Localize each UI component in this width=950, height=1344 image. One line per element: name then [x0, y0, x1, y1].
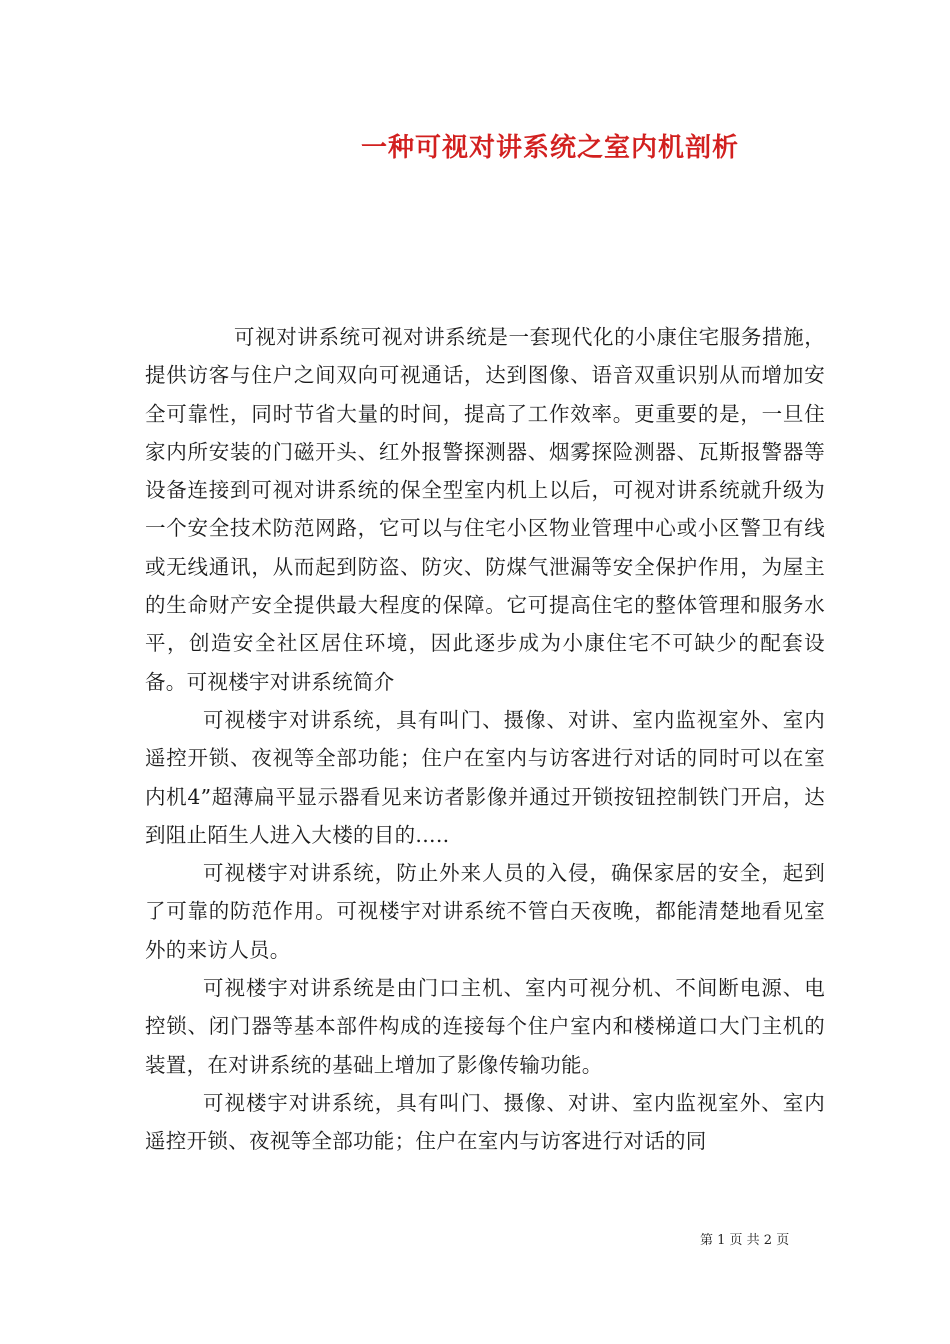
document-body [145, 318, 825, 1161]
paragraph-intro: 可视对讲系统可视对讲系统是一套现代化的小康住宅服务措施，提供访客与住户之间双向可视通话，达到图像、语音双重识别从而增加安全可靠性，同时节省大量的时间，提高了工作效率。更重要的是，一旦住家内所安装的门磁开头、红外报警探测器、烟雾探险测器、瓦斯报警器等设备连接到可视对讲系统的保全型室内机上以后，可视对讲系统就升级为一个安全技术防范网路，它可以与住宅小区物业管理中心或小区警卫有线或无线通讯，从而起到防盗、防灾、防煤气泄漏等安全保护作用，为屋主的生命财产安全提供最大程度的保障。它可提高住宅的整体管理和服务水平，创造安全社区居住环境，因此逐步成为小康住宅不可缺少的配套设备。可视楼宇对讲系统简介 [145, 325, 825, 694]
paragraph-functions: 可视楼宇对讲系统，具有叫门、摄像、对讲、室内监视室外、室内遥控开锁、夜视等全部功能；住户在室内与访客进行对话的同时可以在室内机4”超薄扁平显示器看见来访者影像并通过开锁按钮控制铁门开启，达到阻止陌生人进入大楼的目的..... [145, 707, 825, 847]
paragraph-functions-repeat: 可视楼宇对讲系统，具有叫门、摄像、对讲、室内监视室外、室内遥控开锁、夜视等全部功能；住户在室内与访客进行对话的同 [145, 1090, 825, 1154]
paragraph-components: 可视楼宇对讲系统是由门口主机、室内可视分机、不间断电源、电控锁、闭门器等基本部件构成的连接每个住户室内和楼梯道口大门主机的装置，在对讲系统的基础上增加了影像传输功能。 [145, 976, 825, 1077]
document-title: 一种可视对讲系统之室内机剖析 [360, 133, 739, 163]
page-number-footer: 第 1 页 共 2 页 [700, 1233, 790, 1248]
paragraph-security: 可视楼宇对讲系统，防止外来人员的入侵，确保家居的安全，起到了可靠的防范作用。可视楼宇对讲系统不管白天夜晚，都能清楚地看见室外的来访人员。 [145, 861, 825, 962]
